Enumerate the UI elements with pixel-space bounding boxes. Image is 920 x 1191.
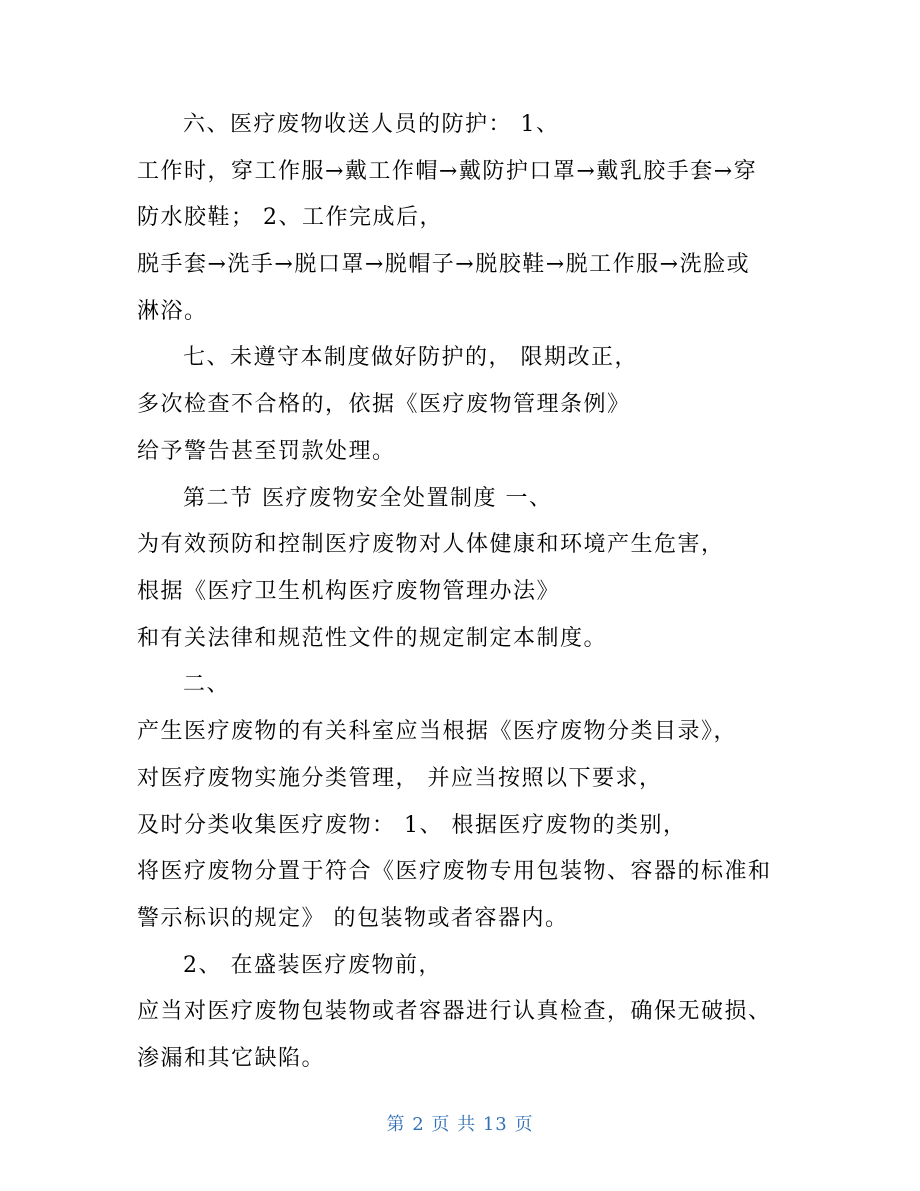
paragraph-line: 工作时，穿工作服→戴工作帽→戴防护口罩→戴乳胶手套→穿	[137, 159, 758, 184]
paragraph-line: 多次检查不合格的，依据《医疗废物管理条例》	[137, 392, 631, 417]
paragraph-line: 产生医疗废物的有关科室应当根据《医疗废物分类目录》，	[137, 719, 738, 744]
paragraph-line: 应当对医疗废物包装物或者容器进行认真检查，确保无破损、	[137, 999, 772, 1024]
paragraph-line: 对医疗废物实施分类管理， 并应当按照以下要求，	[137, 766, 663, 791]
paragraph-line: 六、医疗废物收送人员的防护： 1、	[183, 112, 560, 137]
paragraph-line: 渗漏和其它缺陷。	[137, 1046, 326, 1071]
paragraph-line: 警示标识的规定》 的包装物或者容器内。	[137, 906, 569, 931]
paragraph-line: 根据《医疗卫生机构医疗废物管理办法》	[137, 579, 561, 604]
paragraph-line: 脱手套→洗手→脱口罩→脱帽子→脱胶鞋→脱工作服→洗脸或	[137, 252, 751, 277]
paragraph-line: 防水胶鞋； 2、工作完成后，	[137, 205, 443, 230]
paragraph-line: 2、 在盛装医疗废物前，	[183, 953, 442, 978]
paragraph-line: 二、	[183, 672, 231, 697]
paragraph-line: 及时分类收集医疗废物： 1、 根据医疗废物的类别，	[137, 813, 687, 838]
paragraph-line: 和有关法律和规范性文件的规定制定本制度。	[137, 626, 608, 651]
paragraph-line: 给予警告甚至罚款处理。	[137, 439, 396, 464]
paragraph-line: 为有效预防和控制医疗废物对人体健康和环境产生危害，	[137, 532, 725, 557]
paragraph-line: 将医疗废物分置于符合《医疗废物专用包装物、容器的标准和	[137, 859, 772, 884]
section-heading-line: 第二节 医疗废物安全处置制度 一、	[183, 486, 553, 511]
page-number-footer: 第 2 页 共 13 页	[386, 1114, 534, 1135]
paragraph-line: 淋浴。	[137, 299, 208, 324]
paragraph-line: 七、未遵守本制度做好防护的， 限期改正，	[183, 345, 638, 370]
